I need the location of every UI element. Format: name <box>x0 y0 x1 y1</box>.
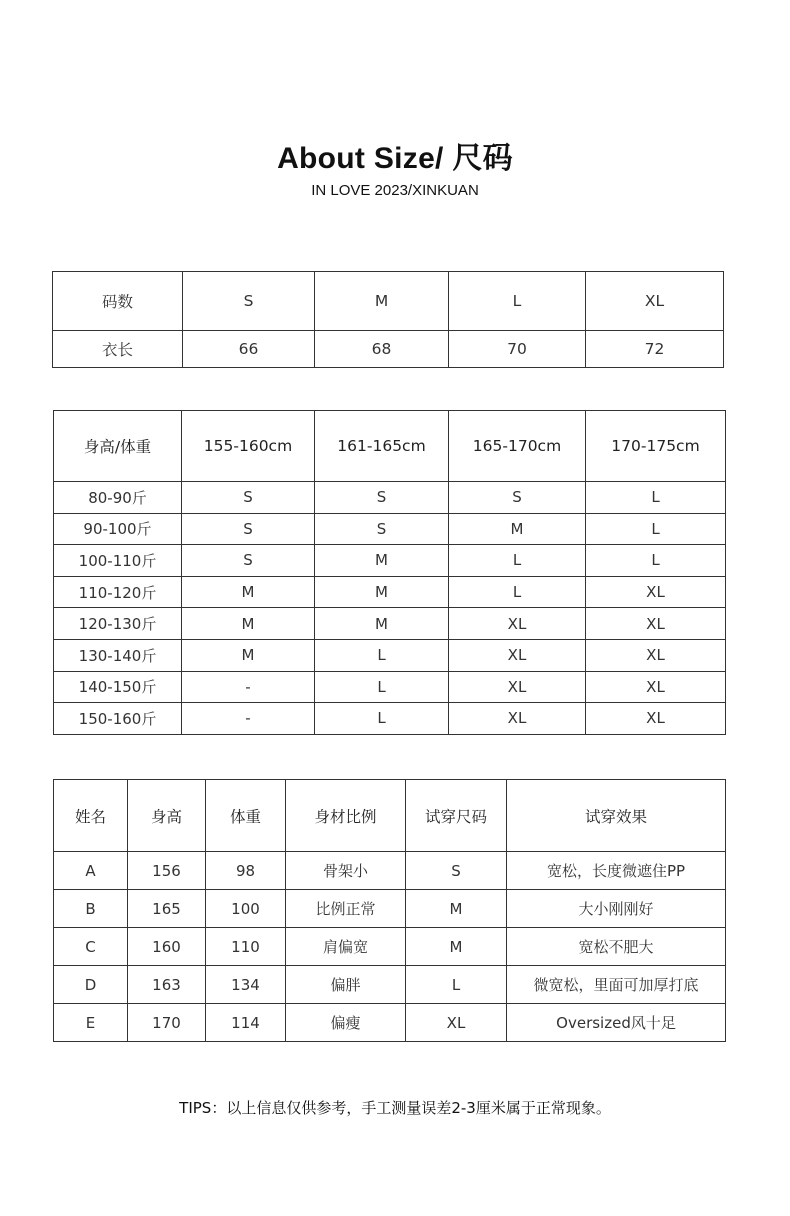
row-label: 80-90斤 <box>54 482 182 514</box>
cell: 偏瘦 <box>286 1004 406 1042</box>
cell: 134 <box>206 966 286 1004</box>
row-label: 120-130斤 <box>54 608 182 640</box>
table-row <box>54 1004 726 1042</box>
table-row <box>54 890 726 928</box>
header-cell: 身高 <box>128 780 206 852</box>
cell: S <box>182 513 315 545</box>
row-label: D <box>54 966 128 1004</box>
cell: L <box>406 966 507 1004</box>
row-label: 110-120斤 <box>54 576 182 608</box>
cell: L <box>586 545 726 577</box>
cell: 98 <box>206 852 286 890</box>
cell: S <box>182 545 315 577</box>
cell: 72 <box>586 331 724 368</box>
cell: S <box>449 482 586 514</box>
cell: 66 <box>183 331 315 368</box>
cell: M <box>315 608 449 640</box>
cell: 110 <box>206 928 286 966</box>
header-cell: 161-165cm <box>315 411 449 482</box>
cell: 骨架小 <box>286 852 406 890</box>
cell: 100 <box>206 890 286 928</box>
tryon-table <box>53 779 726 1042</box>
cell: M <box>182 608 315 640</box>
table-row <box>54 671 726 703</box>
header-cell: 试穿效果 <box>507 780 726 852</box>
header-cell: 身高/体重 <box>54 411 182 482</box>
cell: 宽松，长度微遮住PP <box>507 852 726 890</box>
row-label: A <box>54 852 128 890</box>
cell: L <box>586 482 726 514</box>
page-subtitle: IN LOVE 2023/XINKUAN <box>311 182 479 199</box>
cell: XL <box>586 576 726 608</box>
table-row <box>54 966 726 1004</box>
cell: L <box>586 513 726 545</box>
table-row <box>54 928 726 966</box>
cell: M <box>315 545 449 577</box>
row-label: 130-140斤 <box>54 639 182 671</box>
cell: 114 <box>206 1004 286 1042</box>
cell: XL <box>586 671 726 703</box>
row-label: 100-110斤 <box>54 545 182 577</box>
cell: XL <box>586 703 726 735</box>
row-label: 150-160斤 <box>54 703 182 735</box>
cell: L <box>315 703 449 735</box>
table-row <box>54 545 726 577</box>
row-label: 140-150斤 <box>54 671 182 703</box>
cell: 70 <box>449 331 586 368</box>
row-label: 90-100斤 <box>54 513 182 545</box>
cell: XL <box>586 608 726 640</box>
cell: XL <box>449 639 586 671</box>
table-row <box>54 639 726 671</box>
table-row <box>54 608 726 640</box>
cell: S <box>182 482 315 514</box>
cell: 偏胖 <box>286 966 406 1004</box>
cell: M <box>315 576 449 608</box>
cell: 68 <box>315 331 449 368</box>
cell: M <box>406 928 507 966</box>
cell: XL <box>449 703 586 735</box>
table-header-row <box>54 411 726 482</box>
table-header-row <box>53 272 724 331</box>
table-header-row <box>54 780 726 852</box>
table-row <box>54 852 726 890</box>
cell: 肩偏宽 <box>286 928 406 966</box>
cell: S <box>315 482 449 514</box>
row-label: 衣长 <box>53 331 183 368</box>
cell: M <box>182 576 315 608</box>
header-cell: XL <box>586 272 724 331</box>
cell: 微宽松，里面可加厚打底 <box>507 966 726 1004</box>
header-cell: 165-170cm <box>449 411 586 482</box>
cell: L <box>315 671 449 703</box>
table-row <box>54 482 726 514</box>
table-row <box>54 576 726 608</box>
row-label: B <box>54 890 128 928</box>
cell: M <box>449 513 586 545</box>
row-label: C <box>54 928 128 966</box>
cell: M <box>406 890 507 928</box>
cell: 163 <box>128 966 206 1004</box>
cell: L <box>449 545 586 577</box>
cell: XL <box>406 1004 507 1042</box>
length-table <box>52 271 724 368</box>
table-row <box>53 331 724 368</box>
row-label: E <box>54 1004 128 1042</box>
header-cell: 姓名 <box>54 780 128 852</box>
tips-note: TIPS：以上信息仅供参考，手工测量误差2-3厘米属于正常现象。 <box>179 1099 611 1117</box>
header-cell: L <box>449 272 586 331</box>
cell: XL <box>449 671 586 703</box>
header-cell: S <box>183 272 315 331</box>
cell: S <box>406 852 507 890</box>
cell: 165 <box>128 890 206 928</box>
header-cell: 170-175cm <box>586 411 726 482</box>
cell: 156 <box>128 852 206 890</box>
cell: Oversized风十足 <box>507 1004 726 1042</box>
cell: - <box>182 671 315 703</box>
cell: M <box>182 639 315 671</box>
header-cell: M <box>315 272 449 331</box>
cell: 比例正常 <box>286 890 406 928</box>
cell: L <box>315 639 449 671</box>
header-cell: 码数 <box>53 272 183 331</box>
header-cell: 试穿尺码 <box>406 780 507 852</box>
header-cell: 155-160cm <box>182 411 315 482</box>
size-recommendation-table <box>53 410 726 735</box>
table-row <box>54 703 726 735</box>
cell: XL <box>586 639 726 671</box>
page-title: About Size/ 尺码 <box>277 142 513 175</box>
cell: 160 <box>128 928 206 966</box>
cell: 宽松不肥大 <box>507 928 726 966</box>
cell: S <box>315 513 449 545</box>
cell: XL <box>449 608 586 640</box>
header-cell: 体重 <box>206 780 286 852</box>
cell: 170 <box>128 1004 206 1042</box>
header-cell: 身材比例 <box>286 780 406 852</box>
cell: L <box>449 576 586 608</box>
table-row <box>54 513 726 545</box>
cell: 大小刚刚好 <box>507 890 726 928</box>
cell: - <box>182 703 315 735</box>
